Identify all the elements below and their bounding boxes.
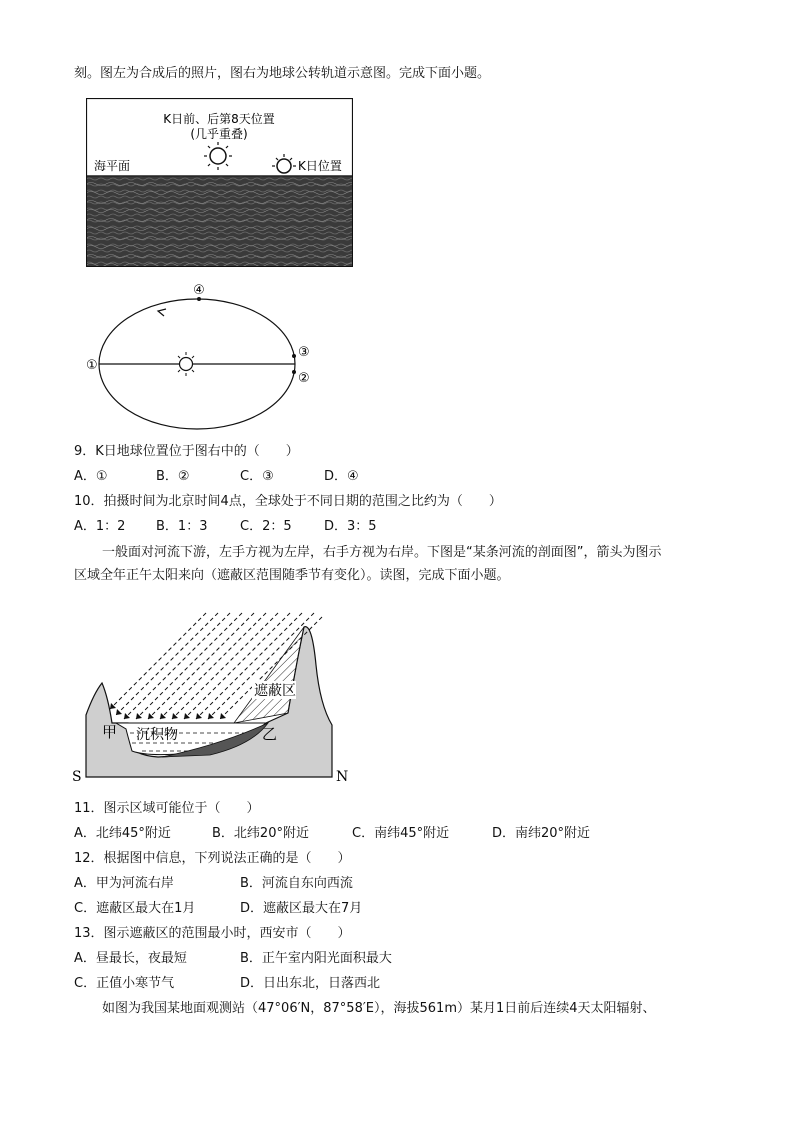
q13-option-a[interactable]: A．昼最长，夜最短 xyxy=(74,951,187,966)
label-north: N xyxy=(336,769,349,785)
q9-option-b[interactable]: B．② xyxy=(156,469,190,484)
label-overlap: (几乎重叠) xyxy=(190,127,248,141)
ray-arrowheads xyxy=(110,703,226,719)
q13-option-d[interactable]: D．日出东北，日落西北 xyxy=(240,976,381,991)
q10-option-c[interactable]: C．2：5 xyxy=(240,519,292,534)
label-1: ① xyxy=(86,358,98,373)
point-2 xyxy=(292,370,296,374)
label-3: ③ xyxy=(298,345,310,360)
question-11: 11．图示区域可能位于（ ） xyxy=(74,801,260,816)
q12-option-b[interactable]: B．河流自东向西流 xyxy=(240,876,353,891)
river-profile-figure xyxy=(70,605,360,785)
label-4: ④ xyxy=(193,283,205,298)
q10-option-a[interactable]: A．1：2 xyxy=(74,519,126,534)
q11-option-a[interactable]: A．北纬45°附近 xyxy=(74,826,171,841)
label-2: ② xyxy=(298,371,310,386)
q9-option-d[interactable]: D．④ xyxy=(324,469,359,484)
q13-option-b[interactable]: B．正午室内阳光面积最大 xyxy=(240,951,392,966)
question-10: 10．拍摄时间为北京时间4点，全球处于不同日期的范围之比约为（ ） xyxy=(74,494,502,509)
label-shadow-zone: 遮蔽区 xyxy=(254,683,296,699)
direction-arrow-icon xyxy=(158,309,166,316)
orbit-figure xyxy=(80,280,320,440)
q11-option-d[interactable]: D．南纬20°附近 xyxy=(492,826,591,841)
q13-option-c[interactable]: C．正值小寒节气 xyxy=(74,976,175,991)
intro2-line2: 区域全年正午太阳来向（遮蔽区范围随季节有变化）。读图，完成下面小题。 xyxy=(74,568,510,583)
point-3 xyxy=(292,354,296,358)
label-sea-level: 海平面 xyxy=(94,159,131,173)
label-sediment: 沉积物 xyxy=(136,727,178,743)
question-12: 12．根据图中信息，下列说法正确的是（ ） xyxy=(74,851,351,866)
label-jia: 甲 xyxy=(102,723,118,741)
q10-option-d[interactable]: D．3：5 xyxy=(324,519,377,534)
q11-option-b[interactable]: B．北纬20°附近 xyxy=(212,826,309,841)
question-13: 13．图示遮蔽区的范围最小时，西安市（ ） xyxy=(74,926,351,941)
sea-photo-figure xyxy=(86,98,353,267)
label-k-day: K日位置 xyxy=(298,159,342,173)
q11-option-c[interactable]: C．南纬45°附近 xyxy=(352,826,450,841)
q10-option-b[interactable]: B．1：3 xyxy=(156,519,208,534)
q12-option-a[interactable]: A．甲为河流右岸 xyxy=(74,876,174,891)
intro2-line1: 一般面对河流下游，左手方视为左岸，右手方视为右岸。下图是“某条河流的剖面图”，箭头为图示 xyxy=(102,545,662,560)
q9-option-c[interactable]: C．③ xyxy=(240,469,274,484)
question-9: 9．K日地球位置位于图右中的（ ） xyxy=(74,444,299,459)
q9-option-a[interactable]: A．① xyxy=(74,469,108,484)
label-8days: K日前、后第8天位置 xyxy=(163,112,275,126)
label-south: S xyxy=(72,769,82,785)
q12-option-d[interactable]: D．遮蔽区最大在7月 xyxy=(240,901,363,916)
label-yi: 乙 xyxy=(262,725,278,743)
intro-text: 刻。图左为合成后的照片，图右为地球公转轨道示意图。完成下面小题。 xyxy=(74,66,491,81)
intro3-text: 如图为我国某地面观测站（47°06′N，87°58′E），海拔561m）某月1日前后连续4天太阳辐射、 xyxy=(102,1001,656,1016)
q12-option-c[interactable]: C．遮蔽区最大在1月 xyxy=(74,901,196,916)
